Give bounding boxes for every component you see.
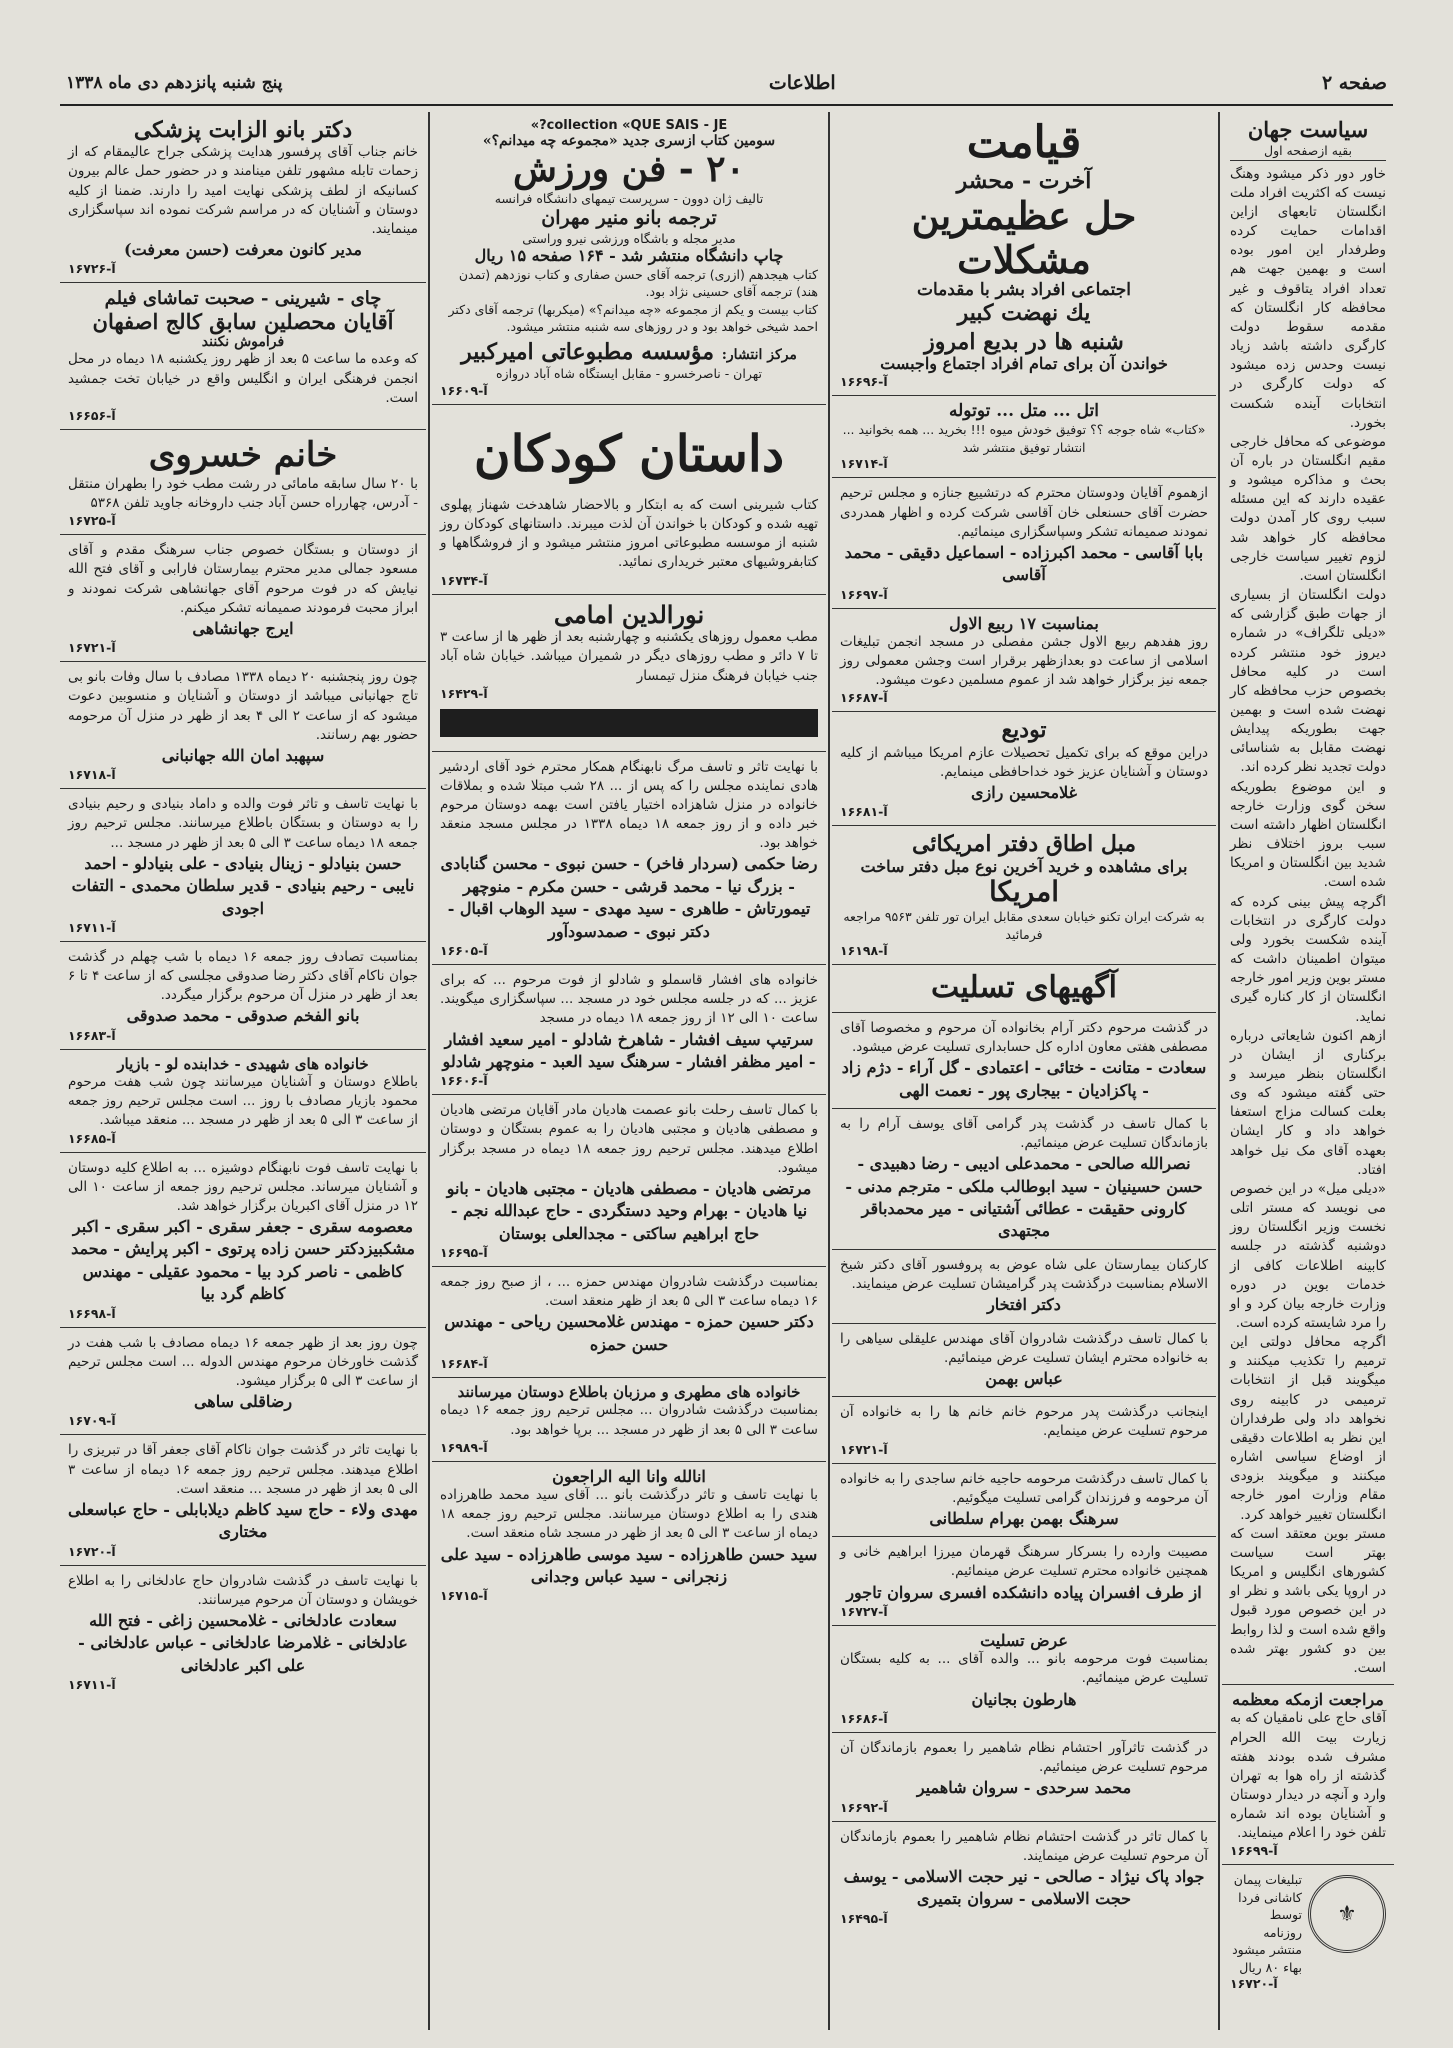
notice-title: دکتر بانو الزابت پزشکی: [133, 117, 353, 143]
notice-code: آ-۱۶۷۱۵: [440, 1588, 488, 1604]
notice-title: عرض تسلیت: [980, 1630, 1068, 1650]
midwife-ad: [60, 430, 426, 535]
paragraph: اگرچه محافل دولتی این ترمیم را تکذیب میکنند و میگویند قبل از انتخابات ترمیمی در کابینه روی نخواهد داد ولی طرفداران این نظر به اطلاعات دقیقی از اوضاع سیاسی اشاره میکنند و میگویند بزودی مقام وزارت امور خارجه انگلستان تغییر خواهد کرد.: [1230, 1334, 1386, 1523]
notice-names: عباس بهمن: [985, 1368, 1063, 1388]
notice-names: مرتضی هادیان - مصطفی هادیان - مجتبی هادیان - بانو نیا هادیان - بهرام وحید دستگردی - حاج عبدالله نجم - حاج ابراهیم ساکتی - مجدالعلی بوستان: [446, 1178, 812, 1243]
notice-text: با کمال تاسف درگذشت مرحومه حاجیه خانم ساجدی را به خانواده آن مرحومه و فرزندان گرامی تسلیت میگوئیم.: [840, 1470, 1208, 1506]
column-rule: [428, 112, 430, 2030]
print-info: چاپ دانشگاه منتشر شد - ۱۶۴ صفحه ۱۵ ریال: [474, 246, 784, 266]
notice-title: تودیع: [1001, 717, 1047, 744]
college-reunion-ad: [60, 283, 426, 429]
paragraph: مستر بوین معتقد است که بهتر است سیاست کشورهای انگلیس و امریکا در اروپا یکی باشد و نظر او در این خصوص مورد قبول واقع شده است و لذا روابط بین دو کشور بهتر شده است.: [1230, 1525, 1386, 1676]
notice-text: چون روز پنجشنبه ۲۰ دیماه ۱۳۳۸ مصادف با سال وفات بانو بی تاج جهانبانی میباشد از دوستان و آشنایان و منسوبین دعوت میشود که از ساعت ۲ الی ۴ بعد از ظهر در منزل آن مرحومه حضور بهم رسانند.: [68, 669, 419, 743]
family-notice: [432, 965, 826, 1095]
doctor-notice: [60, 112, 426, 283]
sadoghi-notice: [60, 942, 426, 1050]
ad-read: خواندن آن برای تمام افراد اجتماع واجبست: [880, 354, 1168, 374]
notice-text: اینجانب درگذشت پدر مرحوم خانم خانم ها را به خانواده آن مرحوم تسلیت عرض مینمایم.: [840, 1404, 1208, 1440]
condolence-notice: [832, 1733, 1216, 1822]
ad-title: اتل ... متل ... توتوله: [949, 400, 1099, 421]
notice-text: با نهایت تاثر و تاسف مرگ نابهنگام همکار محترم خود آقای اردشیر هادی نماینده مجلس را که پس از ... ۲۸ شب مبتلا شده و بملاقات خانواده در منزل شاهزاده اختیار یافتن است بهمه دوستان مرحوم خبر داده و از روز جمعه ۱۸ دیماه ۱۳۳۸ در مجلس مسجد منعقد خواهد بود.: [440, 758, 818, 852]
proverb-ad: [832, 396, 1216, 479]
paper-name: اطلاعات: [768, 72, 836, 94]
notice-code: آ-۱۶۶۹۷: [840, 586, 888, 602]
notice-text: با نهایت تاسف در گذشت شادروان حاج عادلخانی را به اطلاع خویشان و دوستان آن مرحوم میرسانند.: [68, 1572, 418, 1608]
ad-text: مطب معمول روزهای یکشنبه و چهارشنبه بعد از ظهر ها از ساعت ۳ تا ۷ دائر و مطب روزهای دیگر در شمیران میباشد. خیابان شاه آباد جنب خیابان فرهنگ منزل تیمسار: [440, 629, 818, 684]
notice-names: نصرالله صالحی - محمدعلی ادیبی - رضا دهبیدی - حسن حسینیان - سید ابوطالب ملکی - مترجم مدنی - کارونی حقیقت - عطائی آشتیانی - میر محمدباقر مجتهدی: [845, 1154, 1203, 1241]
paragraph: خاور دور ذکر میشود وهنگ نیست که اکثریت افراد ملت انگلستان تابعهای ازاین اقدامات حمایت کرده وطرفدار این امور بوده است و بهمین جهت هم تعداد افراد یتاقوف و غیر محافظه کار انگلستان که مقدمه سقوط دولت کارگری داشته باشد زیاد نیست وحدس زده میشود که دولت کارگری در انتخابات آینده شکست بخورد.: [1230, 165, 1386, 431]
ad-sale: شنبه ها در بدیع امروز: [924, 329, 1124, 356]
notice-text: بمناسبت تصادف روز جمعه ۱۶ دیماه با شب چهلم در گذشت جوان ناکام آقای دکتر رضا صدوقی مجلسی که از ساعت ۴ تا ۶ بعد از ظهر در منزل آن مرحوم برگزار میگردد.: [68, 948, 418, 1004]
notice-text: روز هفدهم ربیع الاول جشن مفصلی در مسجد انجمن تبلیغات اسلامی از ساعت دو بعدازظهر برقرار است وجشن معمولی روز جمعه نیز برگزار خواهد شد از عموم مسلمین دعوت میشود.: [840, 633, 1208, 689]
kids-book-ad: [432, 405, 826, 595]
ad-text: «کتاب» شاه جوجه ؟؟ توفیق خودش میوه !!! بخرید ... همه بخوانید ... انتشار توفیق منتشر شد: [842, 422, 1206, 455]
notice-text: با کمال تاسف در گذشت پدر گرامی آقای یوسف آرام را به بازماندگان تسلیت عرض مینمائیم.: [840, 1115, 1208, 1152]
notice-code: آ-۱۶۶۰۵: [440, 943, 488, 959]
notice-code: آ-۱۶۷۱۸: [68, 767, 116, 783]
notice-names: سید حسن طاهرزاده - سید موسی طاهرزاده - سید علی زنجرانی - سید عباس وجدانی: [440, 1544, 818, 1586]
notice-names: رضا حکمی (سردار فاخر) - حسن نبوی - محسن گنابادی - بزرگ نیا - محمد قرشی - حسن مکرم - منوچهر تیمورتاش - طاهری - سید مهدی - سید الوهاب اقبال - دکتر نبوی - صمدسودآور: [440, 854, 818, 941]
column-two: [832, 112, 1216, 2030]
ad-code: آ-۱۶۷۲۵: [68, 513, 116, 529]
condolence-notice: [832, 1822, 1216, 1932]
notice-code: آ-۱۶۶۰۶: [440, 1073, 488, 1089]
ad-title: مراجعت ازمکه معظمه: [1232, 1689, 1384, 1709]
notice-text: بمناسبت فوت مرحومه بانو ... والده آقای ... به کلیه بستگان تسلیت عرض مینمائیم.: [840, 1651, 1208, 1687]
ad-code: آ-۱۶۱۹۸: [840, 943, 888, 959]
publisher-address: تهران - ناصرخسرو - مقابل ایستگاه شاه آباد دروازه: [496, 366, 762, 382]
hadian-notice: [432, 1095, 826, 1267]
ad-title: خانم خسروی: [148, 434, 338, 475]
ad-code: آ-۱۶۴۲۹: [440, 685, 488, 701]
condolence-notice: [832, 1013, 1216, 1109]
ad-code: آ-۱۶۶۵۶: [68, 407, 116, 423]
notice-text: در گذشت تاثرآور احتشام نظام شاهمیر را بعموم بازماندگان آن مرحوم تسلیت عرض مینمائیم.: [840, 1740, 1208, 1776]
notice-names: از طرف افسران پیاده دانشکده افسری سروان تاجور: [846, 1582, 1202, 1602]
notice-text: کارکنان بیمارستان علی شاه عوض به پروفسور آقای دکتر شیخ الاسلام بمناسبت درگذشت پدر گرامیشان تسلیت عرض مینمایند.: [840, 1256, 1208, 1292]
ad-subtitle: برای مشاهده و خرید آخرین نوع مبل دفتر ساخت: [860, 856, 1188, 876]
ad-line: یك نهضت كبیر: [957, 299, 1091, 326]
notice-names: سرهنگ بهمن بهرام سلطانی: [929, 1508, 1119, 1528]
condolences-section: [832, 965, 1216, 1013]
series-note: کتاب بیست و یکم از مجموعه «چه میدانم؟» (میکربها) ترجمه آقای دکتر احمد شیخی خواهد بود و در روزهای سه شنبه منتشر میشود.: [448, 301, 818, 335]
death-notice: [432, 752, 826, 965]
ad-text: آقای حاج علی نامقیان که به زیارت بیت الله الحرام مشرف شده بودند هفته گذشته از راه هوا به تهران وارد و آنچه در دیدار دوستان و آشنایان بوده اند شماره تلفن خود را اعلام مینمایند.: [1230, 1710, 1386, 1842]
notice-names: رضاقلی ساهی: [193, 1392, 293, 1412]
notice-code: آ-۱۶۶۸۴: [440, 1356, 488, 1372]
notice-text: ازهموم آقایان ودوستان محترم که درتشییع جنازه و مجلس ترحیم حضرت آقای حسنعلی خان آقاسی شرکت کرده و اظهار همدردی نمودند صمیمانه تشکر وسپاسگزاری مینمائیم.: [840, 485, 1208, 540]
section-title: آگهیهای تسلیت: [931, 970, 1117, 1006]
book-translator: ترجمه بانو منیر مهران: [541, 206, 717, 229]
ad-code: آ-۱۶۶۹۶: [840, 373, 888, 389]
notice-names: بابا آقاسی - محمد اکبرزاده - اسماعیل دقیقی - محمد آقاسی: [844, 542, 1204, 585]
notice-names: ایرج جهانشاهی: [192, 618, 294, 638]
notice-title: خانواده های شهیدی - خدابنده لو - بازیار: [117, 1054, 369, 1073]
notice-code: آ-۱۶۶۹۲: [840, 1799, 888, 1815]
ad-text: با ۲۰ سال سابقه مامائی در رشت مطب خود را بطهران منتقل - آدرس، چهارراه حسن آباد جنب داروخانه جاوید تلفن ۵۳۶۸: [68, 475, 418, 512]
book-ad: [432, 112, 826, 405]
thanks-notice: [832, 478, 1216, 608]
ad-text: کتاب شیرینی است که به ابتکار و بالاحضار شاهدخت شهناز پهلوی تهیه شده و کودکان با خواندن آن لذت میبرند. داستانهای کودکان روز شنبه از موسسه مطبوعاتی امروز منتشر میشود و از فروشگاهها و کتابفروشیهای معتبر خریداری نمائید.: [440, 497, 818, 571]
notice-text: بمناسبت درگذشت شادروان مهندس حمزه ... ، از صبح روز جمعه ۱۶ دیماه ساعت ۳ الی ۵ بعد از ظهر منعقد است.: [440, 1274, 818, 1310]
paragraph: ازهم اکنون شایعاتی درباره برکناری از ایشان در انگلستان بنظر میرسد و حتی گفته میشود که وی بعلت کسالت مزاج استعفا خواهد داد و کار ایشان بعهده آقای مک نیل خواهد افتاد.: [1230, 1027, 1386, 1178]
hamza-notice: [432, 1267, 826, 1378]
notice-code: آ-۱۶۴۹۵: [840, 1910, 888, 1926]
ad-code: آ-۱۶۶۹۹: [1230, 1843, 1278, 1859]
ad-text: به شرکت ایران تکنو خیابان سعدی مقابل ایران تور تلفن ۹۵۶۳ مراجعه فرمائید: [843, 909, 1205, 942]
ad-title: مبل اطاق دفتر امریکائی: [911, 831, 1137, 858]
ad-code: آ-۱۶۶۰۹: [440, 382, 488, 398]
column-rule: [1218, 112, 1220, 2030]
notice-title: خانواده های مطهری و مرزبان باطلاع دوستان میرسانند: [457, 1383, 801, 1402]
anniversary-notice: [60, 662, 426, 789]
notice-names: سرتیپ سیف افشار - شاهرخ شادلو - امیر سعید افشار - امیر مظفر افشار - سرهنگ سید العبد - منوچهر شادلو: [442, 1029, 816, 1071]
notice-text: با کمال تاسف درگذشت شادروان آقای مهندس علیقلی سیاهی را به خانواده محترم ایشان تسلیت عرض مینمائیم.: [840, 1330, 1208, 1366]
stamp-code: آ-۱۶۷۲۰: [1230, 1976, 1278, 1992]
furniture-ad: [832, 826, 1216, 965]
condolence-notice: [832, 1537, 1216, 1626]
mokhtari-notice: [60, 1435, 426, 1565]
doctor-name: نورالدین امامی: [553, 599, 705, 629]
notice-text: با کمال تاثر در گذشت احتشام نظام شاهمیر را بعموم بازماندگان آن مرحوم تسلیت عرض مینمایند.: [840, 1828, 1208, 1864]
notice-names: سعادت - متانت - ختائی - اعتمادی - گل آراء - دژم زاد - پاکزادیان - بیجاری پور - نعمت الهی: [841, 1058, 1207, 1100]
notice-text: در گذشت مرحوم دکتر آرام بخانواده آن مرحوم و مخصوصا آقای مصطفی هفتی معاون اداره کل حسابداری تسلیت عرض میشود.: [840, 1019, 1208, 1055]
adelkhani-notice: [60, 1566, 426, 1698]
notice-names: بانو الفخم صدوقی - محمد صدوقی: [126, 1006, 360, 1026]
column-three: [432, 112, 826, 2030]
notice-names: غلامحسین رازی: [970, 783, 1078, 803]
article-continued: بقیه ازصفحه اول: [1230, 142, 1386, 161]
thanks-notice: [60, 535, 426, 662]
notice-code: آ-۱۶۶۹۸: [68, 1305, 116, 1321]
notice-text: با کمال تاسف رحلت بانو عصمت هادیان مادر آقایان مرتضی هادیان و مصطفی هادیان و مجتبی هادیان را به عموم بستگان و دوستان اطلاع میدهند. مجلس ترحیم روز جمعه ۱۸ دیماه در مسجد برگزار میشود.: [440, 1102, 818, 1176]
condolence-notice: [832, 1109, 1216, 1250]
notice-code: آ-۱۶۶۸۵: [68, 1130, 116, 1146]
notice-names: سعادت عادلخانی - غلامحسین زاغی - فتح الله عادلخانی - غلامرضا عادلخانی - عباس عادلخانی - علی اکبر عادلخانی: [78, 1610, 408, 1675]
return-from-mecca-ad: [1222, 1685, 1394, 1865]
ad-subtitle: آقایان محصلین سابق کالج اصفهان: [92, 309, 394, 335]
publisher-line: [440, 340, 818, 365]
condolence-notice: [832, 1397, 1216, 1463]
doctor-ad: [432, 595, 826, 752]
notice-code: آ-۱۶۷۰۹: [68, 1413, 116, 1429]
notice-code: آ-۱۶۷۲۱: [68, 640, 116, 656]
notice-text: با نهایت تاثر در گذشت جوان ناکام آقای جعفر آقا در تبریزی را اطلاع میدهند. مجلس ترحیم روز جمعه ۱۶ دیماه از ساعت ۳ الی ۵ بعد از ظهر در مسجد ... منعقد است.: [68, 1442, 418, 1497]
inna-notice: [432, 1462, 826, 1610]
notice-text: از دوستان و بستگان خصوص جناب سرهنگ مقدم و آقای مسعود جمالی مدیر محترم بیمارستان فارابی و آقای فتح الله نیایش که در فوت مرحوم آقای جهانشاهی شرکت نمودند و ابراز محبت فرمودند صمیمانه تشکر میکنم.: [68, 542, 418, 616]
paragraph: اگرچه پیش بینی کرده که دولت کارگری در انتخابات آینده شکست بخورد ولی میتوان اطمینان داشت که مستر بوین وزیر امور خارجه انگلستان از کار کناره گیری نماید.: [1229, 893, 1386, 1025]
paragraph: موضوعی که محافل خارجی مقیم انگلستان در باره آن بحث و مذاکره میشود و عقیده دارند که این مسئله سبب روی کار آمدن دولت محافظه کار خواهد شد لزوم تغییر سیاست خارجی انگلستان است.: [1230, 433, 1386, 584]
ad-headline: امریکا: [988, 875, 1059, 909]
notice-text: باطلاع دوستان و آشنایان میرسانند چون شب هفت مرحوم محمود بازیار مصادف با روز ... است مجلس ترحیم روز جمعه از ساعت ۳ الی ۵ بعد از ظهر در مسجد ... منعقد میباشد.: [68, 1074, 418, 1129]
qiyamat-ad: [832, 112, 1216, 396]
notice-code: آ-۱۶۶۸۳: [68, 1027, 116, 1043]
notice-names: معصومه سقری - جعفر سقری - اکبر سقری - اکبر مشکبیزدکتر حسن زاده پرتوی - اکبر پرایش - محمد کاظمی - ناصر کرد بیا - محمود عقیلی - مهندس کاظم گرد بیا: [71, 1216, 415, 1304]
ad-line: اجتماعی افراد بشر با مقدمات: [917, 280, 1131, 301]
publisher-name: مؤسسه مطبوعاتی امیرکبیر: [461, 338, 715, 365]
notice-names: هارطون بجانیان: [971, 1689, 1077, 1709]
ad-title: چای - شیرینی - صحبت تماشای فیلم: [104, 288, 382, 310]
collection-name: collection «QUE SAIS - JE?»: [530, 118, 728, 133]
article-title: سیاست جهان: [1247, 117, 1369, 142]
notice-code: آ-۱۶۶۸۱: [840, 804, 888, 820]
notice-text: چون روز بعد از ظهر جمعه ۱۶ دیماه مصادف با شب هفت در گذشت خاورخان مرحوم مهندس الدوله ... است مجلس ترحیم از ساعت ۳ الی ۵ برگزار میشود.: [68, 1334, 418, 1389]
ad-subtitle: آخرت - محشر: [956, 167, 1092, 194]
publisher-label: مرکز انتشار:: [721, 346, 797, 363]
notice-code: آ-۱۶۶۸۶: [840, 1711, 888, 1727]
ad-code: آ-۱۶۷۳۴: [440, 572, 488, 588]
book-author: تالیف ژان دوون - سرپرست تیمهای دانشگاه فرانسه: [494, 191, 764, 207]
notice-text: دراین موقع که برای تکمیل تحصیلات عازم امریکا میباشم از کلیه دوستان و آشنایان عزیز خود خداحافظی مینمایم.: [840, 744, 1208, 780]
notice-names: مدیر کانون معرفت (حسن معرفت): [124, 240, 362, 260]
notice-names: محمد سرحدی - سروان شاهمیر: [916, 1778, 1132, 1798]
notice-names: جواد پاک نیژاد - صالحی - نیر حجت الاسلامی - یوسف حجت الاسلامی - سروان بتمیری: [843, 1867, 1205, 1909]
notice-code: آ-۱۶۷۱۱: [68, 919, 116, 935]
notice-text: مصیبت وارده را بسرکار سرهنگ قهرمان میرزا ابراهیم خانی و همچنین خانواده محترم تسلیت عرض مینمائیم.: [840, 1544, 1208, 1580]
book-title: ۲۰ - فن ورزش: [513, 148, 745, 191]
world-politics-article: [1222, 112, 1394, 1685]
notice-code: آ-۱۶۶۹۵: [440, 1245, 488, 1261]
notice-text: خانم جناب آقای پرفسور هدایت پزشکی جراح عالیمقام که از زحمات تابله مشهور تلفن مینامند و در حضور حمل عالم بیرون کسانیکه از لطف پزشکی نهایت امید را دارند. ضمنا از کلیه دوستان و آشنایان که در مراسم شرکت نموده اند سپاسگزاری مینمایند.: [68, 144, 418, 237]
seal-icon: ⚜: [1308, 1875, 1386, 1953]
divider-bar: [440, 709, 818, 737]
issue-date: پنج شنبه پانزدهم دی ماه ۱۳۳۸: [66, 73, 283, 93]
column-four: [60, 112, 426, 2030]
condolence-notice: [832, 1250, 1216, 1324]
notice-names: دکتر افتخار: [987, 1295, 1061, 1315]
notice-names: مهدی ولاء - حاج سید کاظم دیلابابلی - حاج عباسعلی مختاری: [68, 1499, 418, 1542]
motahari-notice: [432, 1378, 826, 1462]
notice-names: سپهبد امان الله جهانبانی: [161, 745, 325, 765]
condolence-notice: [832, 1626, 1216, 1733]
translator-role: مدیر مجله و باشگاه ورزشی نیرو وراستی: [522, 230, 736, 246]
notice-code: آ-۱۶۷۲۷: [840, 1603, 888, 1619]
notice-code: آ-۱۶۹۸۹: [440, 1439, 488, 1455]
notice-names: حسن بنیادلو - زینال بنیادی - علی بنیادلو - احمد نایبی - رحیم بنیادی - قدیر سلطان محمدی - التفات اجودی: [71, 853, 415, 918]
ad-title: قیامت: [966, 117, 1082, 168]
notice-title: انالله وانا الیه الراجعون: [552, 1466, 706, 1486]
notice-title: بمناسبت ۱۷ ربیع الاول: [949, 613, 1099, 633]
ad-forget: فراموش نکنند: [201, 334, 285, 351]
bonyadi-notice: [60, 789, 426, 942]
paragraph: دولت انگلستان از بسیاری از جهات طبق گزارشی که «دیلی تلگراف» در شماره دیروز خود منتشر کرده است در کلیه محافل بخصوص حزب محافظه کار نهضت شده است و بهمین جهت بطوریکه پیدایش نهضت مقابل به شناسائی دولت تجدید نظر کرده اند.: [1230, 587, 1386, 776]
page-number: صفحه ۲: [1321, 72, 1387, 94]
condolence-notice: [832, 1464, 1216, 1538]
saghari-notice: [60, 1153, 426, 1328]
ad-code: آ-۱۶۷۱۴: [840, 456, 888, 472]
notice-code: آ-۱۶۷۲۶: [68, 261, 116, 277]
notice-text: با نهایت تاسف و تاثر درگذشت بانو ... آقای سید محمد طاهرزاده هندی را به اطلاع دوستان میرسانند. مجلس ترحیم روز جمعه ۱۸ دیماه از ساعت ۳ الی ۵ بعد از ظهر در مسجد شاه منعقد است.: [440, 1487, 818, 1542]
rabi-notice: [832, 609, 1216, 713]
column-world-politics: [1222, 112, 1394, 2030]
notice-text: بمناسبت درگذشت شادروان ... مجلس ترحیم روز جمعه ۱۶ دیماه ساعت ۳ الی ۵ بعد از ظهر در مسجد ... برپا خواهد بود.: [440, 1402, 818, 1438]
ad-text: که وعده ما ساعت ۵ بعد از ظهر روز یکشنبه ۱۸ دیماه در محل انجمن فرهنگی ایران و انگلیس واقع در خیابان تخت جمشید است.: [68, 351, 418, 406]
notice-code: آ-۱۶۷۲۰: [68, 1543, 116, 1559]
column-rule: [828, 112, 830, 2030]
series-line: سومین کتاب ازسری جدید «مجموعه چه میدانم؟»: [482, 133, 776, 149]
paragraph: «دیلی میل» در این خصوص می نویسد که مستر اتلی نخست وزیر انگلستان روز دوشنبه گذشته در جلسه کابینه اطلاعات کافی از خدمات بوین در دوره وزارت خارجه بیان کرد و او را مرد شایسته کرده است.: [1230, 1180, 1386, 1332]
shahidi-notice: [60, 1050, 426, 1153]
series-note: کتاب هیجدهم (ازری) ترجمه آقای حسن صفاری و کتاب نوزدهم (تمدن هند) ترجمه آقای حسینی نژاد بود.: [458, 266, 818, 300]
stamp-block: [1222, 1865, 1394, 1997]
notice-names: دکتر حسین حمزه - مهندس غلامحسین ریاحی - مهندس حسن حمزه: [444, 1312, 814, 1354]
ad-title: داستان کودکان: [473, 423, 785, 483]
notice-text: با نهایت تاسف فوت نابهنگام دوشیزه ... به اطلاع کلیه دوستان و آشنایان میرساند. مجلس ترحیم روز جمعه از ساعت ۱۰ الی ۱۲ در منزل آقای اکبریان برگزار خواهد شد.: [68, 1159, 418, 1214]
notice-text: با نهایت تاسف و تاثر فوت والده و داماد بنیادی و رحیم بنیادی را به دوستان و بستگان باطلاع میرسانند. مجلس ترحیم روز جمعه ۱۸ دیماه ساعت ۳ الی ۵ بعد از ظهر در مسجد ...: [68, 796, 418, 851]
stamp-note: تبلیغات پیمان کاشانی فردا توسط روزنامه منتشر میشود بهاء ۸۰ ریال: [1232, 1872, 1302, 1975]
notice-code: آ-۱۶۶۸۷: [840, 690, 888, 706]
notice-text: خانواده های افشار قاسملو و شادلو از فوت مرحوم ... که برای عزیز ... که در جلسه مجلس خود در مسجد ... سپاسگزاری میگویند. ساعت ۱۰ الی ۱۲ از روز جمعه ۱۸ دیماه در مسجد: [440, 972, 818, 1027]
condolence-notice: [832, 1324, 1216, 1398]
masthead: [60, 62, 1393, 106]
ad-headline: حل عظیمترین مشکلات: [911, 192, 1137, 282]
farewell-notice: [832, 712, 1216, 826]
paragraph: و این موضوع بطوریکه سخن گوی وزارت خارجه انگلستان اظهار داشته است سبب بروز اختلاف نظر شدید بین انگلستان و امریکا شده است.: [1230, 778, 1386, 891]
notice-code: آ-۱۶۷۲۱: [840, 1441, 888, 1457]
notice-code: آ-۱۶۷۱۱: [68, 1677, 116, 1693]
saheb-notice: [60, 1328, 426, 1436]
